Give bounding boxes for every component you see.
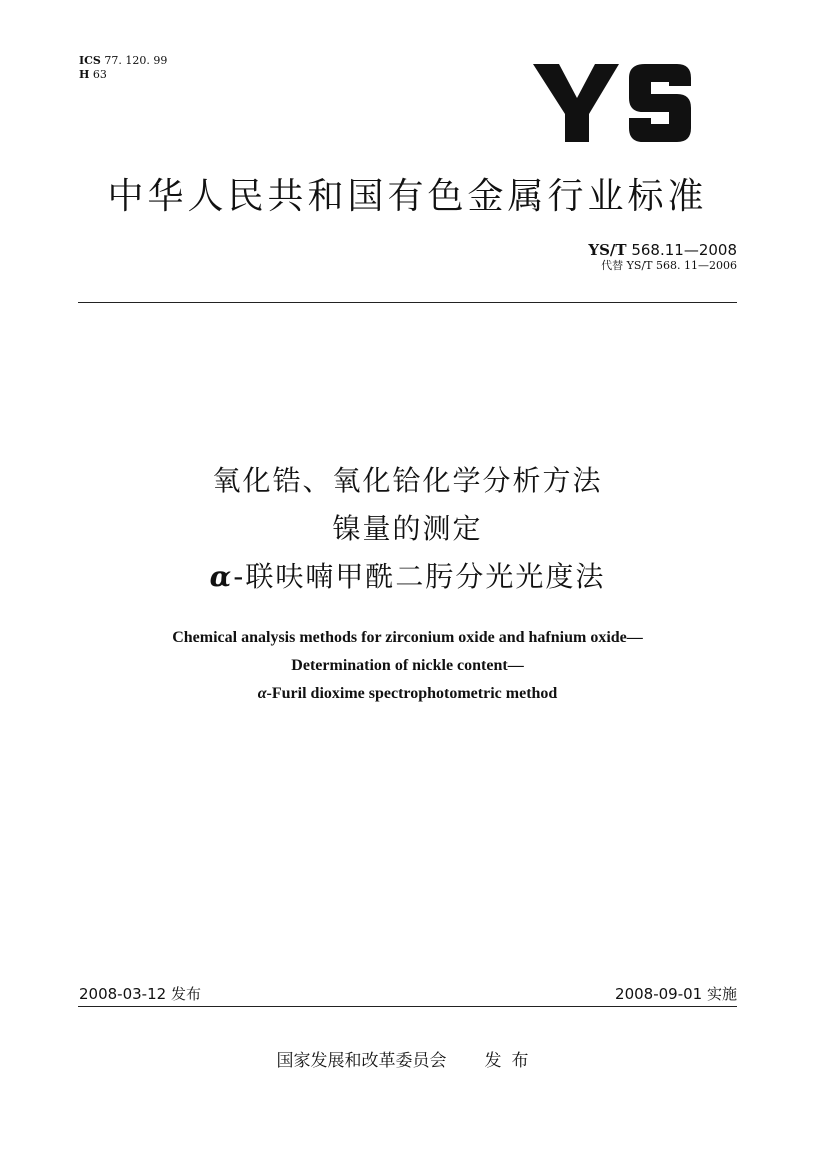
ics-line: [79, 54, 167, 68]
ics-label: ICS: [79, 54, 101, 67]
top-divider: [78, 302, 737, 303]
issuer-line: [60, 1046, 755, 1071]
standard-category-title: 中华人民共和国有色金属行业标准: [107, 176, 708, 217]
ys-logo: [533, 52, 693, 148]
standard-code-number: 568.11—2008: [631, 241, 737, 259]
standard-code-block: [588, 241, 737, 273]
bottom-divider: [78, 1006, 737, 1007]
cn-title-line-3: [60, 555, 755, 595]
replaces-code: 代替 YS/T 568. 11—2006: [601, 259, 737, 272]
en-title-line-3: [60, 685, 755, 703]
implementation-date: 2008-09-01 实施: [615, 985, 737, 1003]
cn-title-alpha: α: [209, 560, 234, 593]
ccs-value: 63: [92, 68, 107, 81]
issuer-name: 国家发展和改革委员会: [276, 1051, 447, 1071]
issue-date: 2008-03-12 发布: [79, 985, 201, 1003]
ics-value: 77. 120. 99: [104, 54, 168, 67]
cn-title-line-3-text: -联呋喃甲酰二肟分光光度法: [233, 560, 606, 593]
en-title-line-2: Determination of nickle content—: [291, 657, 524, 674]
issuer-action: 发布: [484, 1051, 539, 1071]
en-title-line-3-text: -Furil dioxime spectrophotometric method: [266, 685, 558, 702]
classification-block: [79, 54, 167, 82]
ccs-line: [79, 68, 167, 82]
cn-title-line-1: 氧化锆、氧化铪化学分析方法: [212, 464, 603, 497]
standard-code: [588, 241, 737, 259]
standard-code-prefix: YS/T: [588, 241, 627, 259]
en-title-alpha: α: [257, 685, 267, 702]
ccs-label: H: [79, 68, 90, 81]
cn-title-line-2: 镍量的测定: [332, 512, 483, 545]
en-title-line-1: Chemical analysis methods for zirconium oxide and hafnium oxide—: [172, 629, 643, 646]
